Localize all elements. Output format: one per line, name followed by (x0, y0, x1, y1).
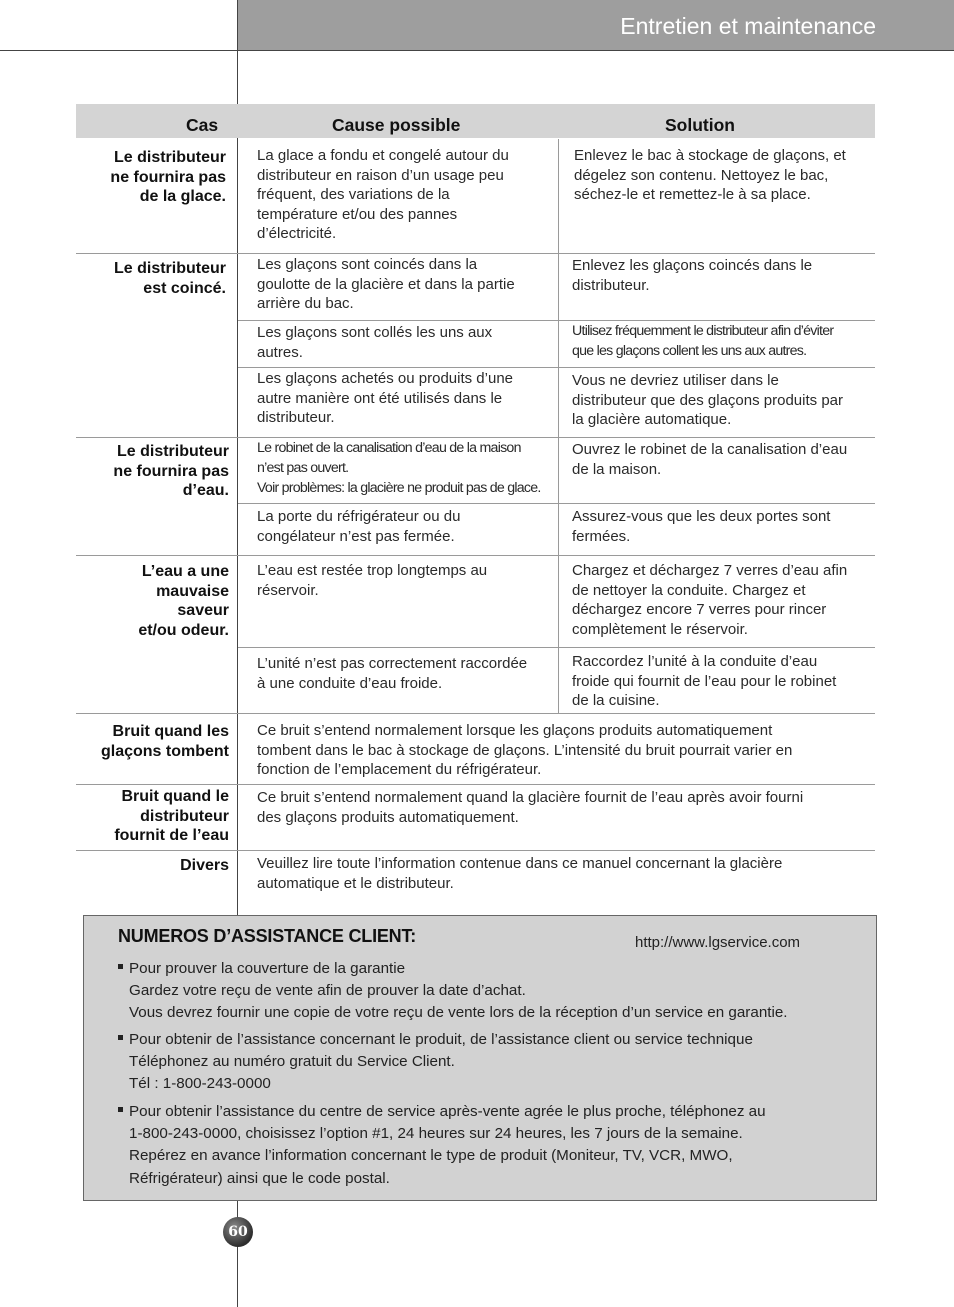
case-label: Divers (180, 857, 229, 874)
description-text: Ce bruit s’entend normalement quand la glacière fournit de l’eau après avoir fourni des glaçons produits automatiquement. (257, 789, 804, 826)
cause-text: Les glaçons achetés ou produits d’une autre manière ont été utilisés dans le distributeur. (257, 370, 514, 427)
row-divider (76, 713, 875, 714)
customer-assistance-box (83, 915, 877, 1201)
bullet-icon (118, 964, 123, 969)
row-divider (76, 253, 875, 254)
assistance-bullet: Pour prouver la couverture de la garantie Gardez votre reçu de vente afin de prouver la date d’achat. Vous devrez fournir une copie de votre reçu de vente lors de la réception d’un service en garantie. (118, 958, 788, 1025)
support-url[interactable]: http://www.lgservice.com (635, 934, 801, 951)
entry-divider (238, 503, 875, 504)
header-cause: Cause possible (332, 115, 461, 135)
description-text: Ce bruit s’entend normalement lorsque les glaçons produits automatiquement tombent dans le bac à stockage de glaçons. L’intensité du bruit pourrait varier en fonction de l’emplacement du réfrigérateur. (257, 722, 793, 779)
column-divider (558, 253, 559, 437)
page-title: Entretien et maintenance (620, 13, 876, 39)
row-divider (76, 850, 875, 851)
cause-text: L’unité n’est pas correctement raccordée à une conduite d’eau froide. (257, 655, 528, 692)
row-divider (76, 784, 875, 785)
column-divider (558, 437, 559, 555)
solution-text: Ouvrez le robinet de la canalisation d’eau de la maison. (572, 441, 848, 478)
case-label: Bruit quand le distributeur fournit de l’eau (114, 788, 229, 844)
cause-text: La porte du réfrigérateur ou du congélateur n’est pas fermée. (257, 508, 461, 545)
row-divider (76, 555, 875, 556)
solution-text: Chargez et déchargez 7 verres d’eau afin de nettoyer la conduite. Chargez et déchargez encore 7 verres pour rincer complètement le réservoir. (572, 562, 848, 638)
column-divider (558, 139, 559, 253)
case-label: Bruit quand les glaçons tombent (100, 723, 229, 760)
assistance-title: NUMEROS D’ASSISTANCE CLIENT: (118, 926, 417, 946)
cause-text: L’eau est restée trop longtemps au réservoir. (257, 562, 488, 599)
cause-text: Le robinet de la canalisation d’eau de la maison n’est pas ouvert. Voir problèmes: la glacière ne produit pas de glace. (257, 440, 541, 496)
solution-text: Utilisez fréquemment le distributeur afin d’éviter que les glaçons collent les uns aux autres. (572, 323, 834, 359)
solution-text: Enlevez les glaçons coincés dans le distributeur. (572, 257, 813, 294)
entry-divider (238, 367, 875, 368)
header-solution: Solution (665, 115, 735, 135)
cause-text: Les glaçons sont collés les uns aux autres. (257, 324, 493, 361)
case-label: Le distributeur est coincé. (113, 260, 226, 297)
header-cas: Cas (186, 115, 219, 135)
case-label: L’eau a une mauvaise saveur et/ou odeur. (138, 563, 229, 639)
entry-divider (238, 647, 875, 648)
solution-text: Assurez-vous que les deux portes sont fermées. (572, 508, 831, 545)
page-number: 60 (223, 1217, 253, 1247)
assistance-bullet: Pour obtenir de l’assistance concernant le produit, de l’assistance client ou service technique Téléphonez au numéro gratuit du Service Client. Tél : 1-800-243-0000 (118, 1029, 753, 1096)
bullet-icon (118, 1035, 123, 1040)
table-header (76, 104, 875, 138)
cause-text: La glace a fondu et congelé autour du distributeur en raison d’un usage peu fréquent, des variations de la température et/ou des pannes d’électricité. (257, 147, 509, 243)
description-text: Veuillez lire toute l’information contenue dans ce manuel concernant la glacière automatique et le distributeur. (257, 855, 783, 892)
solution-text: Raccordez l’unité à la conduite d’eau froide qui fournit de l’eau pour le robinet de la cuisine. (572, 653, 837, 710)
case-label: Le distributeur ne fournira pas de la glace. (110, 149, 226, 205)
cause-text: Les glaçons sont coincés dans la goulotte de la glacière et dans la partie arrière du bac. (257, 256, 515, 313)
header-rule (0, 50, 954, 51)
solution-text: Enlevez le bac à stockage de glaçons, et dégelez son contenu. Nettoyez le bac, séchez-le et remettez-le à sa place. (574, 147, 846, 204)
assistance-bullet: Pour obtenir l’assistance du centre de service après-vente agrée le plus proche, téléphonez au 1-800-243-0000, choisissez l’option #1, 24 heures sur 24 heures, les 7 jours de la semaine. Repérez en avance l’information concernant le type de produit (Moniteur, TV, VCR, MWO, Réfrigérateur) ainsi que le code postal. (118, 1101, 766, 1190)
solution-text: Vous ne devriez utiliser dans le distributeur que des glaçons produits par la glacière automatique. (572, 372, 843, 429)
column-divider (558, 555, 559, 713)
case-label: Le distributeur ne fournira pas d’eau. (113, 443, 229, 499)
bullet-icon (118, 1107, 123, 1112)
